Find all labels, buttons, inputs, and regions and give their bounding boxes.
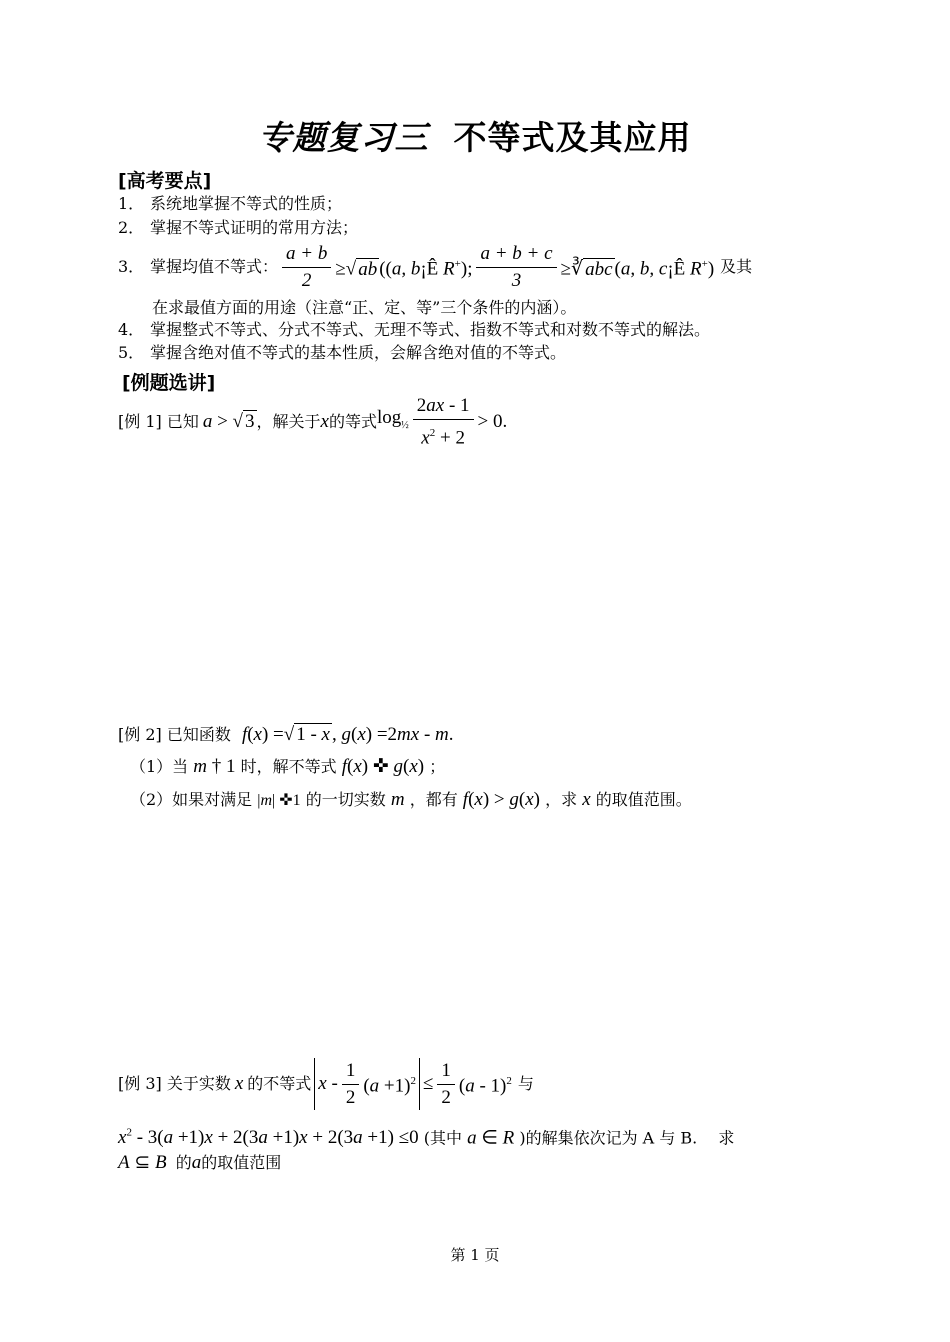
point-4: 4． 掌握整式不等式、分式不等式、无理不等式、指数不等式和对数不等式的解法。 <box>118 320 711 339</box>
formula-half-a: $\frac{1}{2}$ <box>342 1060 360 1109</box>
example-3-line-2: $x^2 - 3(a +1)x + 2(3a +1)x + 2(3a +1) \le 0$ (其中 a ∈ R )的解集依次记为 A 与 B. 求 <box>118 1127 735 1149</box>
example-2: [例 2] 已知函数 f(x) =√ 1 - x , g(x) =2mx - m. <box>118 724 454 745</box>
formula-mean-three: $\frac{a + b + c}{3}$ <box>476 243 556 292</box>
example-2-part-2: （2）如果对满足 |m| ✜1 的一切实数 m ，都有 f(x) > g(x) ，求 x 的取值范围。 <box>130 789 692 810</box>
section-heading-key-points: [高考要点] <box>118 170 212 192</box>
point-1: 1． 系统地掌握不等式的性质； <box>118 194 343 213</box>
title-italic: 专题复习三 <box>258 118 429 157</box>
point-5: 5． 掌握含绝对值不等式的基本性质，会解含绝对值的不等式。 <box>118 343 567 362</box>
formula-mean-two: $\frac{a + b}{2}$ <box>282 243 331 292</box>
point-2: 2． 掌握不等式证明的常用方法； <box>118 218 359 237</box>
example-3: [例 3] 关于实数 x 的不等式 x - $\frac{1}{2}$ $(a +1)^2$ ≤ $\frac{1}{2}$ (a - 1)$^2$ 与 <box>118 1056 534 1112</box>
point-3-cont: 在求最值方面的用途（注意“正、定、等”三个条件的内涵）。 <box>152 298 577 317</box>
example-3-line-3: A ⊆ B 的a的取值范围 <box>118 1152 282 1173</box>
point-3: 3． 掌握均值不等式： $\frac{a + b}{2}$ ≥√ ab ((a, b¡Ê R+); $\frac{a + b + c}{3}$ ≥∛ abc (a, b, c¡Ê R+) 及其 <box>118 242 753 291</box>
example-2-part-1: （1）当 m † 1 时，解不等式 f(x) ✜ g(x) ； <box>130 756 446 777</box>
section-heading-examples: [例题选讲] <box>122 372 216 394</box>
formula-half-b: $\frac{1}{2}$ <box>437 1060 455 1109</box>
page-number: 第 1 页 <box>450 1246 500 1264</box>
page-title <box>0 112 950 159</box>
title-main: 不等式及其应用 <box>453 118 692 157</box>
example-1: [例 1] 已知 a > √ 3 ，解关于 x 的等式 $\log_{\frac{1}{2}}$ $\frac{2ax - 1}{x^2 + 2}$ > 0. <box>118 394 508 449</box>
formula-log-fraction: $\frac{2ax - 1}{x^2 + 2}$ <box>413 395 474 449</box>
